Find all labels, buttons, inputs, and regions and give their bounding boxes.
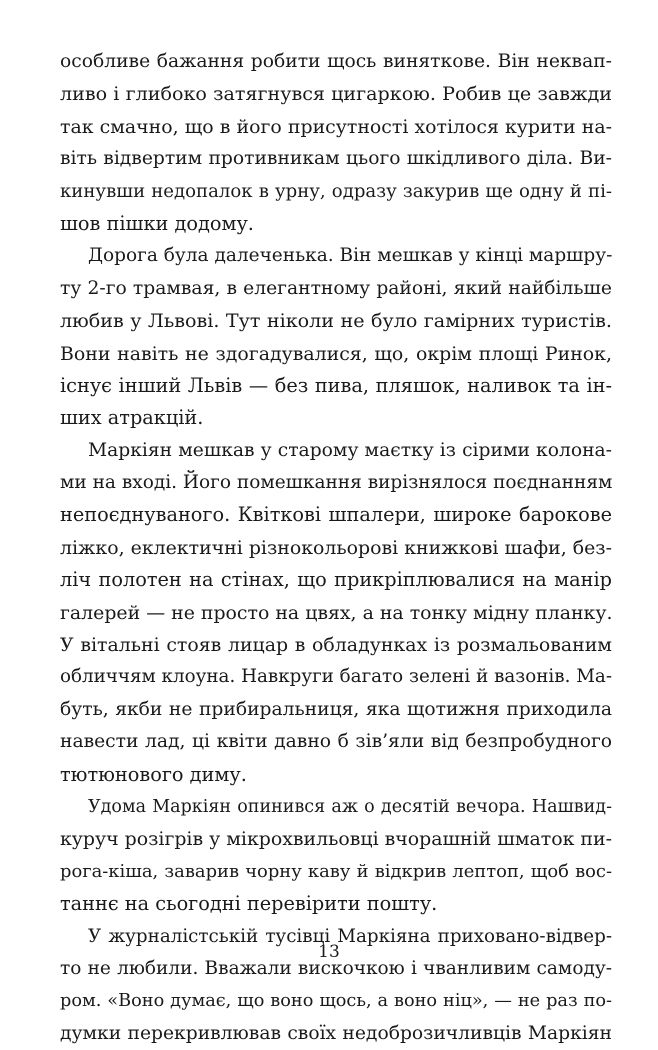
- text-line: ту 2-го трамвая, в елегантному районі, який найбільше: [60, 277, 612, 299]
- paragraph-4: [60, 791, 612, 921]
- text-line: Дорога була далеченька. Він мешкав у кінці маршру-: [88, 245, 613, 267]
- text-line: навести лад, ці квіти давно б зів’яли від безпробудного: [60, 731, 612, 753]
- text-line: ших атракцій.: [60, 406, 204, 430]
- text-line: тютюнового диму.: [60, 762, 247, 786]
- text-line: непоєднуваного. Квіткові шпалери, широке барокове: [60, 503, 612, 527]
- text-line: таннє на сьогодні перевірити пошту.: [60, 892, 438, 916]
- text-line: ливо і глибоко затягнувся цигаркою. Робив це завжди: [60, 82, 612, 106]
- text-line: обличчям клоуна. Навкруги багато зелені й вазонів. Ма-: [60, 666, 612, 688]
- page-number: 13: [318, 942, 340, 962]
- paragraph-3: [60, 435, 612, 791]
- paragraph-1: [60, 46, 612, 240]
- text-line: буть, якби не прибиральниця, яка щотижня приходила: [60, 698, 612, 720]
- text-line: Удома Маркіян опинився аж о десятій вечора. Нашвид-: [88, 796, 612, 817]
- text-line: існує інший Львів — без пива, пляшок, наливок та ін-: [60, 373, 612, 397]
- text-line: ліч полотен на стінах, що прикріплювалися на манір: [60, 568, 612, 592]
- paragraph-2: [60, 240, 612, 434]
- text-line: так смачно, що в його присутності хотілося курити на-: [60, 115, 612, 138]
- text-line: то не любили. Вважали вискочкою і чванливим самоду-: [60, 957, 612, 979]
- text-line: думки перекривлював своїх недоброзичливців Маркіян: [60, 1022, 612, 1044]
- text-line: кинувши недопалок в урну, одразу закурив ще одну й пі-: [60, 180, 612, 202]
- text-line: ром. «Воно думає, що воно щось, а воно ніц», — не раз по-: [60, 991, 612, 1012]
- text-line: віть відвертим противникам цього шкідливого діла. Ви-: [60, 148, 612, 170]
- text-line: куруч розігрів у мікрохвильовці вчорашній шматок пи-: [60, 828, 612, 851]
- text-line: Маркіян мешкав у старому маєтку із сірими колона-: [88, 439, 612, 461]
- text-line: шов пішки додому.: [60, 211, 254, 235]
- text-line: ми на вході. Його помешкання вирізнялося поєднанням: [60, 472, 613, 494]
- text-line: Вони навіть не здогадувалися, що, окрім площі Ринок,: [60, 342, 612, 365]
- text-line: рога-кіша, заварив чорну каву й відкрив лептоп, щоб вос-: [60, 860, 612, 882]
- text-line: У журналістській тусівці Маркіяна приховано-відвер-: [88, 925, 612, 947]
- text-line: особливе бажання робити щось виняткове. Він неквап-: [60, 51, 612, 72]
- text-line: галерей — не просто на цвях, а на тонку мідну планку.: [60, 601, 613, 624]
- page-body: [60, 46, 612, 1050]
- text-line: У вітальні стояв лицар в обладунках із розмальованим: [60, 634, 612, 657]
- text-line: любив у Львові. Тут ніколи не було гамірних туристів.: [60, 309, 612, 333]
- text-line: ліжко, еклектичні різнокольорові книжкові шафи, без-: [60, 536, 612, 559]
